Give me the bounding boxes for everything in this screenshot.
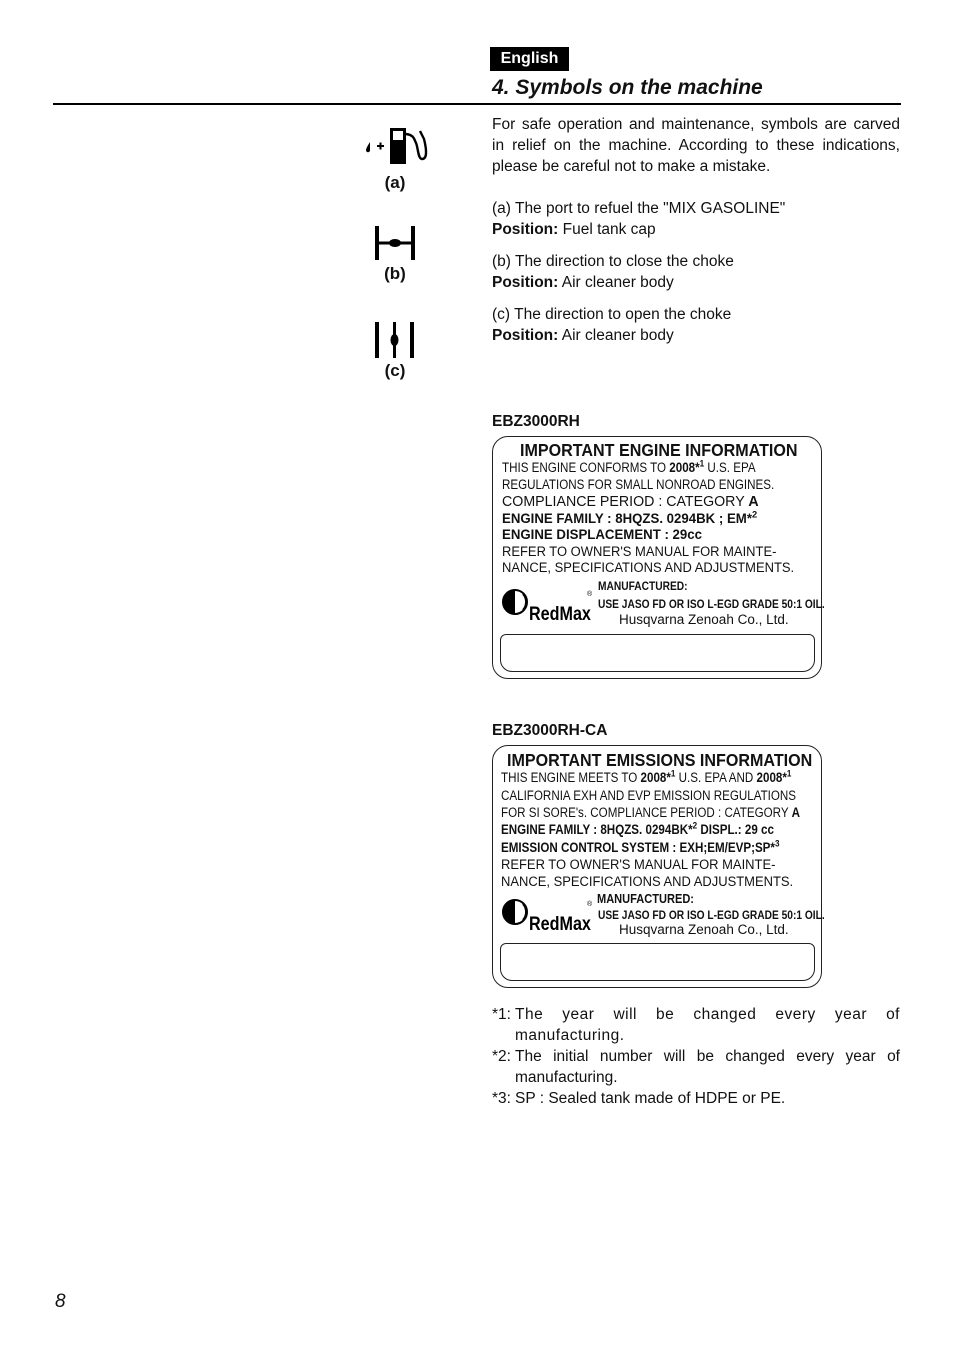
label-title: IMPORTANT ENGINE INFORMATION <box>520 440 798 460</box>
page-number: 8 <box>55 1291 66 1312</box>
position-label: Position: <box>492 274 559 291</box>
label-line: CALIFORNIA EXH AND EVP EMISSION REGULATIONS <box>501 788 797 803</box>
position-label: Position: <box>492 221 559 238</box>
label-line: REFER TO OWNER'S MANUAL FOR MAINTE- <box>502 544 777 559</box>
label-oil: USE JASO FD OR ISO L-EGD GRADE 50:1 OIL. <box>598 597 825 611</box>
label-manufactured: MANUFACTURED: <box>598 579 688 593</box>
symbol-desc-b <box>492 251 900 293</box>
footnote-2 <box>492 1046 900 1088</box>
label-line: EMISSION CONTROL SYSTEM : EXH;EM/EVP;SP*$^3$ <box>501 838 780 855</box>
label-blank-area <box>500 943 815 981</box>
footnote-text: The initial number will be changed every year of manufacturing. <box>515 1048 900 1086</box>
intro-paragraph: For safe operation and maintenance, symbols are carved in relief on the machine. According to these indications, please be careful not to make a mistake. <box>492 116 900 175</box>
label-line: ENGINE FAMILY : 8HQZS. 0294BK ; EM*$^2$ <box>502 509 758 526</box>
symbol-position-a <box>492 219 900 240</box>
symbol-label-a: (a) <box>384 173 406 192</box>
label-line: COMPLIANCE PERIOD : CATEGORY A <box>502 494 759 510</box>
fuel-pump-icon <box>364 125 430 169</box>
footnote-1 <box>492 1004 900 1046</box>
position-value: Air cleaner body <box>561 327 674 344</box>
footnote-text: The year will be changed every year of manufacturing. <box>515 1006 900 1044</box>
label-line: NANCE, SPECIFICATIONS AND ADJUSTMENTS. <box>501 874 794 889</box>
label-oil: USE JASO FD OR ISO L-EGD GRADE 50:1 OIL. <box>598 908 825 922</box>
section-title: 4. Symbols on the machine <box>492 76 763 99</box>
language-badge: English <box>490 47 569 71</box>
label-blank-area <box>500 634 815 672</box>
footnote-mark: *3: <box>492 1090 511 1107</box>
model-name-1: EBZ3000RH <box>492 413 580 430</box>
engine-info-label <box>492 436 825 679</box>
symbol-desc-c-text: (c) The direction to open the choke <box>492 306 732 323</box>
logo-brand: RedMax <box>529 912 591 932</box>
label-line: ENGINE DISPLACEMENT : 29cc <box>502 527 702 542</box>
label-manufactured: MANUFACTURED: <box>597 891 694 906</box>
symbol-desc-a-text: (a) The port to refuel the "MIX GASOLINE" <box>492 200 786 217</box>
footnote-mark: *2: <box>492 1048 511 1065</box>
label-line: THIS ENGINE MEETS TO 2008*$^1$ U.S. EPA AND 2008*$^1$ <box>501 768 792 785</box>
symbol-position-b <box>492 272 900 293</box>
position-value: Air cleaner body <box>561 274 674 291</box>
position-value: Fuel tank cap <box>562 221 656 238</box>
position-label: Position: <box>492 327 559 344</box>
symbol-position-c <box>492 325 900 346</box>
symbol-desc-c <box>492 304 900 346</box>
label-company: Husqvarna Zenoah Co., Ltd. <box>619 612 789 627</box>
label-line: REGULATIONS FOR SMALL NONROAD ENGINES. <box>502 477 775 492</box>
label-company: Husqvarna Zenoah Co., Ltd. <box>619 922 789 937</box>
symbol-desc-a <box>492 198 900 240</box>
logo-registered-mark: ® <box>587 591 593 598</box>
footnote-text: SP : Sealed tank made of HDPE or PE. <box>515 1090 786 1107</box>
redmax-logo-icon <box>501 898 593 932</box>
model-name-2: EBZ3000RH-CA <box>492 722 608 739</box>
symbol-label-b: (b) <box>384 264 406 283</box>
logo-registered-mark: ® <box>587 901 593 908</box>
footnote-3 <box>492 1088 900 1109</box>
choke-close-icon <box>373 224 419 262</box>
redmax-logo-icon <box>501 588 593 622</box>
label-line: NANCE, SPECIFICATIONS AND ADJUSTMENTS. <box>502 560 795 575</box>
label-line: FOR SI SORE's. COMPLIANCE PERIOD : CATEGORY A <box>501 805 800 820</box>
label-title: IMPORTANT EMISSIONS INFORMATION <box>507 750 813 770</box>
label-line: THIS ENGINE CONFORMS TO 2008*$^1$ U.S. EPA <box>502 458 756 475</box>
label-line: REFER TO OWNER'S MANUAL FOR MAINTE- <box>501 857 776 872</box>
header-rule <box>53 103 901 105</box>
footnotes <box>492 1004 900 1109</box>
symbol-label-c: (c) <box>384 361 406 380</box>
label-line: ENGINE FAMILY : 8HQZS. 0294BK*$^2$ DISPL.: 29 cc <box>501 820 774 837</box>
symbol-desc-b-text: (b) The direction to close the choke <box>492 253 734 270</box>
choke-open-icon <box>373 320 419 360</box>
emissions-info-label <box>492 745 825 988</box>
logo-brand: RedMax <box>529 602 591 622</box>
footnote-mark: *1: <box>492 1006 511 1023</box>
